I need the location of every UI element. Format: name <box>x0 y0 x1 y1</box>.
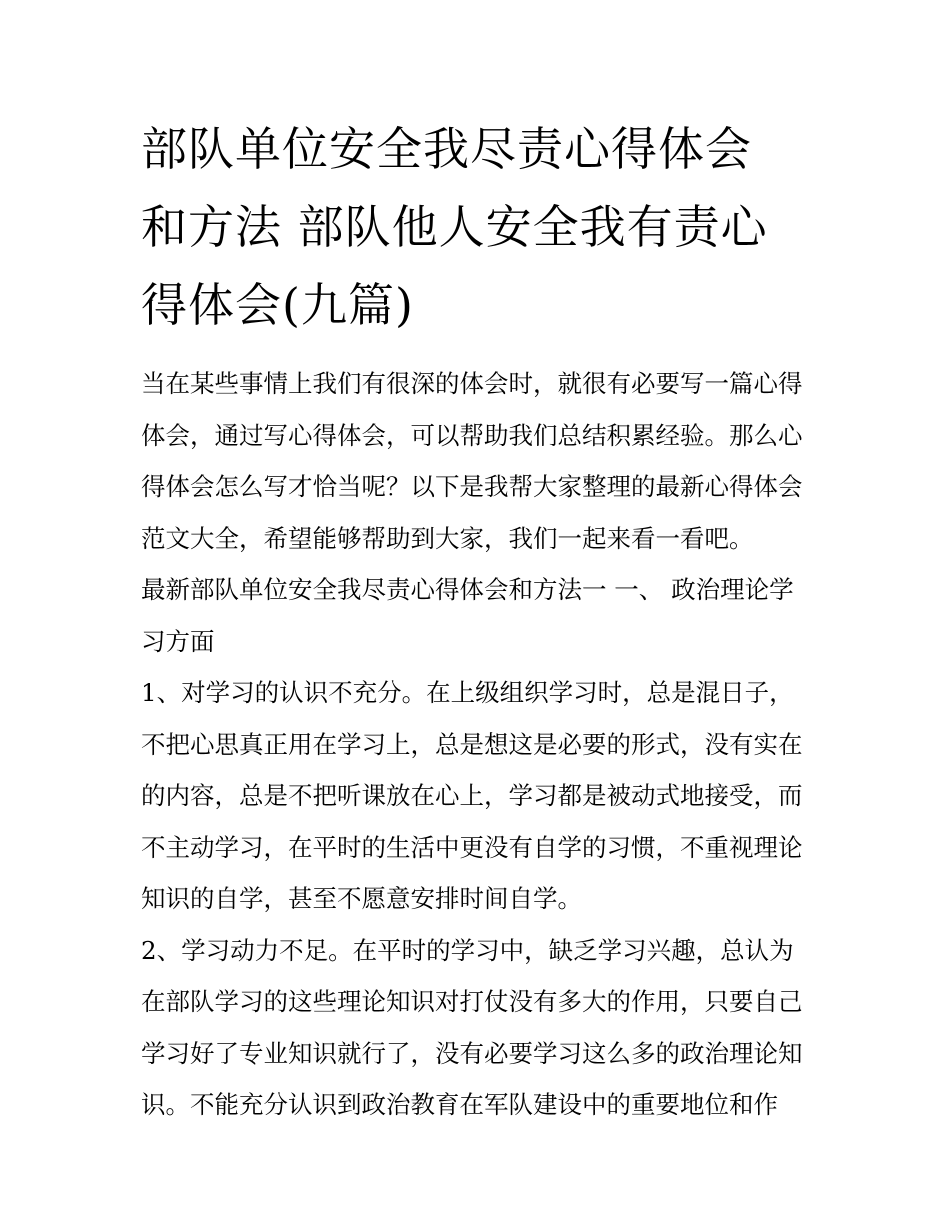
body-line: 当在某些事情上我们有很深的体会时，就很有必要写一篇心得 <box>141 369 803 398</box>
body-line: 的内容，总是不把听课放在心上，学习都是被动式地接受，而 <box>141 781 803 810</box>
body-line: 体会，通过写心得体会，可以帮助我们总结积累经验。那么心 <box>141 420 803 450</box>
body-line: 1、对学习的认识不充分。在上级组织学习时，总是混日子， <box>141 678 794 707</box>
body-line: 得体会怎么写才恰当呢？以下是我帮大家整理的最新心得体会 <box>141 472 803 501</box>
document-page <box>141 110 813 1131</box>
document-body <box>141 358 813 1131</box>
body-line: 识。不能充分认识到政治教育在军队建设中的重要地位和作 <box>141 1090 778 1119</box>
body-line: 不把心思真正用在学习上，总是想这是必要的形式，没有实在 <box>141 729 803 759</box>
title-line: 部队单位安全我尽责心得体会 <box>141 122 752 176</box>
body-line: 知识的自学，甚至不愿意安排时间自学。 <box>141 884 582 913</box>
body-line: 在部队学习的这些理论知识对打仗没有多大的作用，只要自己 <box>141 987 803 1016</box>
body-line: 学习好了专业知识就行了，没有必要学习这么多的政治理论知 <box>141 1038 803 1068</box>
document-title <box>141 110 813 344</box>
body-line: 不主动学习，在平时的生活中更没有自学的习惯，不重视理论 <box>141 832 803 862</box>
section-heading-line: 最新部队单位安全我尽责心得体会和方法一 一、 政治理论学 <box>141 575 794 604</box>
title-line: 得体会(九篇) <box>141 278 414 332</box>
body-line: 2、学习动力不足。在平时的学习中，缺乏学习兴趣，总认为 <box>141 935 794 965</box>
title-line: 和方法 部队他人安全我有责心 <box>141 200 768 254</box>
section-heading-line: 习方面 <box>141 626 215 656</box>
body-line: 范文大全，希望能够帮助到大家，我们一起来看一看吧。 <box>141 523 754 553</box>
